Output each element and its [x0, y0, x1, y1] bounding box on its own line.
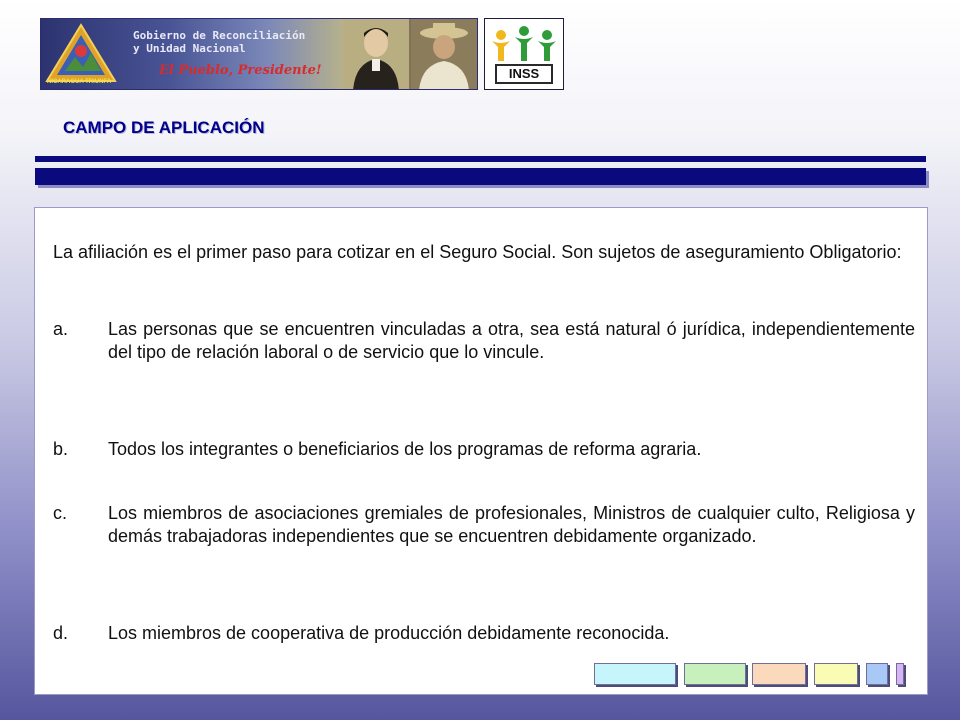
- decorative-block: [896, 663, 904, 685]
- inss-family-icon: [491, 25, 557, 63]
- page-title: CAMPO DE APLICACIÓN: [63, 118, 265, 137]
- government-slogan: El Pueblo, Presidente!: [159, 63, 322, 78]
- inss-label: INSS: [495, 64, 553, 84]
- list-item: [53, 622, 915, 646]
- list-item-text: Los miembros de asociaciones gremiales de profesionales, Ministros de cualquier culto, Religiosa y demás trabajadoras independientes que se encuentren debidamente organizado.: [108, 503, 915, 546]
- decorative-block: [866, 663, 888, 685]
- portrait-image: [411, 19, 477, 90]
- list-item-text: Los miembros de cooperativa de producción debidamente reconocida.: [108, 623, 670, 643]
- decorative-block: [814, 663, 858, 685]
- list-item-letter: c.: [53, 503, 68, 523]
- list-item-letter: a.: [53, 319, 69, 339]
- government-name: [133, 29, 305, 55]
- government-name-line-2: y Unidad Nacional: [133, 42, 246, 55]
- portrait-image: [343, 19, 409, 90]
- inss-logo: [484, 18, 564, 90]
- list-item: [53, 502, 915, 572]
- intro-paragraph: La afiliación es el primer paso para cotizar en el Seguro Social. Son sujetos de aseguramiento Obligatorio:: [53, 242, 902, 262]
- list-item-text: Todos los integrantes o beneficiarios de los programas de reforma agraria.: [108, 439, 702, 459]
- decorative-block: [684, 663, 746, 685]
- list-item: [53, 318, 915, 388]
- list-item-text: Las personas que se encuentren vinculadas a otra, sea está natural ó jurídica, independientemente del tipo de relación laboral o de servicio que lo vincule.: [108, 319, 915, 362]
- government-name-line-1: Gobierno de Reconciliación: [133, 29, 306, 42]
- title-divider-thick: [35, 168, 926, 185]
- nicaragua-emblem-icon: [45, 23, 117, 85]
- list-item-letter: d.: [53, 623, 69, 643]
- title-divider-thin: [35, 156, 926, 162]
- government-banner: [40, 18, 478, 90]
- list-item: [53, 438, 915, 462]
- list-item-letter: b.: [53, 439, 69, 459]
- government-caption: NICARAGUA TRIUNFA: [47, 79, 112, 85]
- decorative-block: [594, 663, 676, 685]
- decorative-block: [752, 663, 806, 685]
- content-panel: [34, 207, 928, 695]
